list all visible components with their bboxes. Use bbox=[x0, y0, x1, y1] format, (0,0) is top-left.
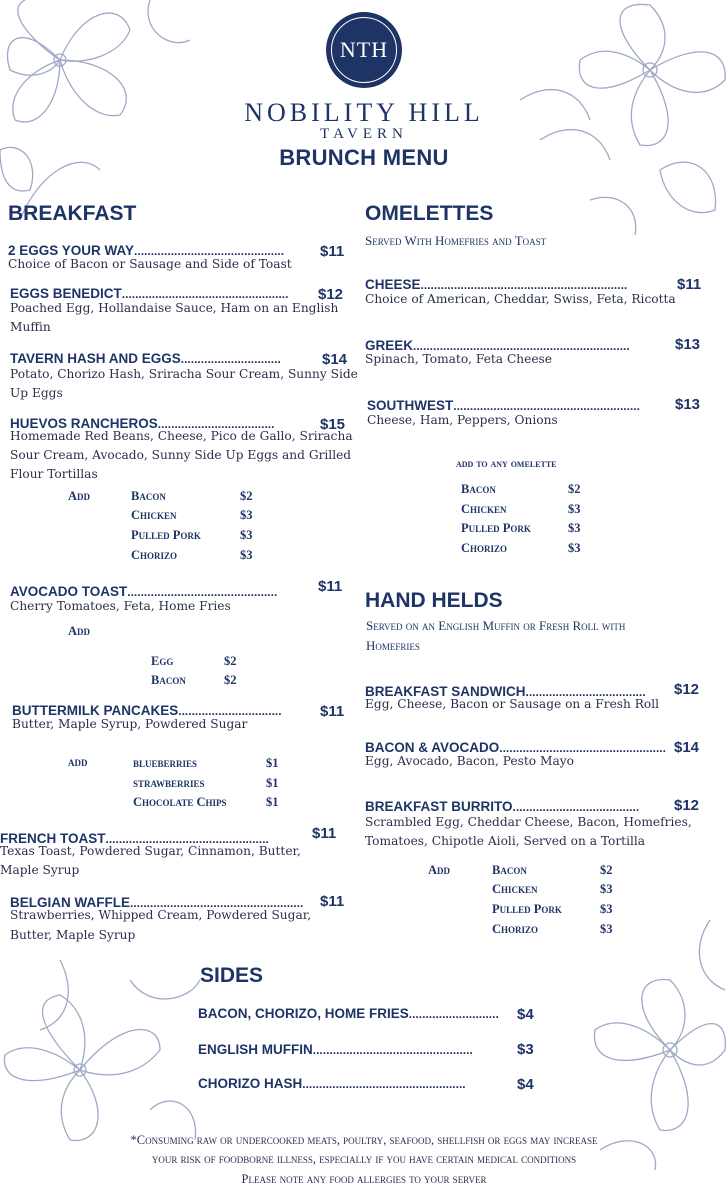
addon-price: $3 bbox=[240, 528, 253, 542]
item-name: BUTTERMILK PANCAKES............................... bbox=[12, 703, 282, 718]
item-name: GREEK................................................................. bbox=[365, 338, 630, 353]
addon-label: Add bbox=[68, 624, 91, 638]
item-name: BREAKFAST BURRITO...................................... bbox=[365, 799, 640, 814]
side-item-name: CHORIZO HASH................................................. bbox=[198, 1076, 466, 1091]
addon-label: Add bbox=[428, 863, 451, 877]
item-price: $14 bbox=[674, 739, 700, 756]
item-description: Egg, Avocado, Bacon, Pesto Mayo bbox=[365, 754, 574, 768]
item-description: Flour Tortillas bbox=[10, 467, 98, 481]
item-price: $12 bbox=[318, 286, 344, 303]
item-price: $13 bbox=[675, 396, 701, 413]
item-price: $13 bbox=[675, 336, 701, 353]
addon-price: $3 bbox=[240, 548, 253, 562]
item-price: $11 bbox=[320, 243, 345, 260]
addon-price: $3 bbox=[600, 922, 613, 936]
section-note: Served on an English Muffin or Fresh Roll with bbox=[366, 618, 626, 633]
addon-name: Chicken bbox=[461, 502, 507, 516]
item-description: Choice of American, Cheddar, Swiss, Feta, Ricotta bbox=[365, 292, 676, 306]
section-note: Served With Homefries and Toast bbox=[365, 233, 547, 248]
floral-bottom-left-decoration bbox=[0, 960, 210, 1160]
addon-price: $1 bbox=[266, 795, 279, 809]
addon-price: $2 bbox=[568, 482, 581, 496]
addon-name: strawberries bbox=[133, 776, 205, 790]
item-description: Cheese, Ham, Peppers, Onions bbox=[367, 413, 558, 427]
addon-name: Chorizo bbox=[492, 922, 539, 936]
item-name: AVOCADO TOAST............................................. bbox=[10, 584, 278, 599]
restaurant-subtitle: TAVERN bbox=[320, 126, 408, 142]
item-description: Poached Egg, Hollandaise Sauce, Ham on an English bbox=[10, 301, 339, 315]
item-description: Egg, Cheese, Bacon or Sausage on a Fresh Roll bbox=[365, 697, 660, 711]
addon-name: Pulled Pork bbox=[461, 521, 531, 535]
item-price: $12 bbox=[674, 797, 700, 814]
addon-name: Pulled Pork bbox=[492, 902, 562, 916]
item-name: SOUTHWEST........................................................ bbox=[367, 398, 640, 413]
item-description: Spinach, Tomato, Feta Cheese bbox=[365, 352, 553, 366]
logo bbox=[326, 12, 402, 88]
item-price: $11 bbox=[318, 578, 343, 595]
addon-price: $3 bbox=[568, 502, 581, 516]
item-price: $12 bbox=[674, 681, 700, 698]
item-description: Tomatoes, Chipotle Aioli, Served on a Tortilla bbox=[365, 834, 646, 848]
addon-name: Bacon bbox=[492, 863, 527, 877]
side-item-name: ENGLISH MUFFIN................................................ bbox=[198, 1042, 473, 1057]
logo-monogram: NTH bbox=[339, 37, 389, 62]
addon-price: $3 bbox=[600, 882, 613, 896]
section-title-hand-helds: HAND HELDS bbox=[365, 589, 503, 612]
item-name: BELGIAN WAFFLE.................................................... bbox=[10, 895, 304, 910]
footer-warning: *Consuming raw or undercooked meats, poultry, seafood, shellfish or eggs may increase bbox=[130, 1133, 598, 1147]
item-price: $15 bbox=[320, 416, 346, 433]
addon-name: Bacon bbox=[131, 489, 166, 503]
side-item-price: $4 bbox=[517, 1006, 534, 1023]
item-description: Potato, Chorizo Hash, Sriracha Sour Cream, Sunny Side bbox=[10, 367, 358, 381]
addon-name: Chorizo bbox=[131, 548, 178, 562]
addon-label: Add bbox=[68, 489, 91, 503]
addon-price: $3 bbox=[240, 508, 253, 522]
addon-name: Bacon bbox=[461, 482, 496, 496]
item-description: Texas Toast, Powdered Sugar, Cinnamon, Butter, bbox=[0, 844, 301, 858]
addon-price: $3 bbox=[568, 521, 581, 535]
addon-price: $3 bbox=[600, 902, 613, 916]
item-name: EGGS BENEDICT.................................................. bbox=[10, 286, 289, 301]
side-item-price: $4 bbox=[517, 1076, 534, 1093]
addon-price: $1 bbox=[266, 756, 279, 770]
addon-price: $2 bbox=[600, 863, 613, 877]
menu-title: BRUNCH MENU bbox=[279, 145, 449, 170]
item-description: Up Eggs bbox=[10, 386, 63, 400]
section-note: Homefries bbox=[366, 638, 420, 653]
item-price: $11 bbox=[320, 893, 345, 910]
footer-warning: your risk of foodborne illness, especially if you have certain medical conditions bbox=[151, 1152, 577, 1166]
floral-bottom-right-decoration bbox=[560, 900, 728, 1170]
item-name: TAVERN HASH AND EGGS.............................. bbox=[10, 351, 281, 366]
section-title-sides: SIDES bbox=[200, 964, 264, 987]
item-price: $11 bbox=[320, 703, 345, 720]
footer-allergy-note: Please note any food allergies to your server bbox=[241, 1172, 487, 1186]
addon-price: $2 bbox=[224, 654, 237, 668]
item-description: Sour Cream, Avocado, Sunny Side Up Eggs and Grilled bbox=[10, 448, 352, 462]
addon-name: Pulled Pork bbox=[131, 528, 201, 542]
item-name: BACON & AVOCADO.................................................. bbox=[365, 740, 666, 755]
addon-price: $3 bbox=[568, 541, 581, 555]
addon-name: blueberries bbox=[133, 756, 198, 770]
item-name: CHEESE.............................................................. bbox=[365, 277, 628, 292]
addon-price: $2 bbox=[240, 489, 253, 503]
item-name: FRENCH TOAST................................................. bbox=[0, 831, 269, 846]
item-description: Maple Syrup bbox=[0, 863, 80, 877]
side-item-name: BACON, CHORIZO, HOME FRIES........................... bbox=[198, 1006, 499, 1021]
item-price: $11 bbox=[677, 276, 702, 293]
addon-name: Egg bbox=[151, 654, 174, 668]
item-description: Strawberries, Whipped Cream, Powdered Sugar, bbox=[10, 908, 312, 922]
item-description: Butter, Maple Syrup, Powdered Sugar bbox=[12, 717, 248, 731]
restaurant-name: NOBILITY HILL bbox=[244, 98, 484, 127]
addon-price: $1 bbox=[266, 776, 279, 790]
item-name: 2 EGGS YOUR WAY............................................. bbox=[8, 243, 285, 258]
addon-name: Chorizo bbox=[461, 541, 508, 555]
item-description: Homemade Red Beans, Cheese, Pico de Gallo, Sriracha bbox=[10, 429, 353, 443]
addon-name: Bacon bbox=[151, 673, 186, 687]
addon-heading: add to any omelette bbox=[456, 458, 557, 470]
section-title-breakfast: BREAKFAST bbox=[8, 202, 137, 225]
addon-name: Chicken bbox=[492, 882, 538, 896]
item-name: BREAKFAST SANDWICH.................................... bbox=[365, 684, 646, 699]
item-description: Butter, Maple Syrup bbox=[10, 928, 136, 942]
item-description: Cherry Tomatoes, Feta, Home Fries bbox=[10, 599, 231, 613]
section-title-omelettes: OMELETTES bbox=[365, 202, 494, 225]
addon-name: Chicken bbox=[131, 508, 177, 522]
item-price: $11 bbox=[312, 825, 337, 842]
item-price: $14 bbox=[322, 351, 348, 368]
item-name: HUEVOS RANCHEROS................................... bbox=[10, 416, 275, 431]
addon-name: Chocolate Chips bbox=[133, 795, 227, 809]
addon-label: add bbox=[68, 755, 88, 769]
side-item-price: $3 bbox=[517, 1041, 534, 1058]
item-description: Choice of Bacon or Sausage and Side of Toast bbox=[8, 257, 292, 271]
item-description: Muffin bbox=[10, 320, 51, 334]
item-description: Scrambled Egg, Cheddar Cheese, Bacon, Homefries, bbox=[365, 815, 692, 829]
addon-price: $2 bbox=[224, 673, 237, 687]
